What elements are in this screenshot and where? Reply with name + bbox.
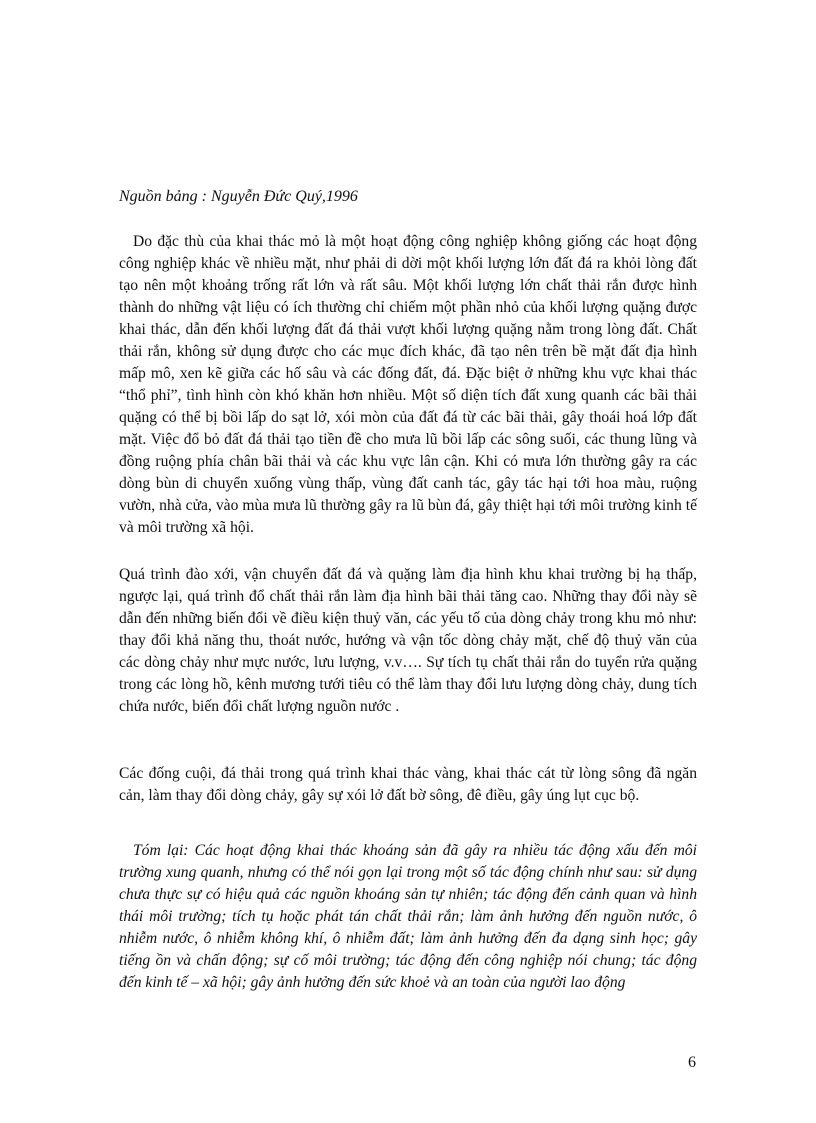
table-source-note: Nguồn bảng : Nguyễn Đức Quý,1996 (119, 188, 358, 205)
paragraph-mining-impact: Do đặc thù của khai thác mỏ là một hoạt động công nghiệp không giống các hoạt động công nghiệp khác về nhiều mặt, như phải di dời một khối lượng lớn đất đá ra khỏi lòng đất tạo nên một khoảng trống rất lớn và rất sâu. Một khối lượng lớn chất thải rắn được hình thành do những vật liệu có ích thường chỉ chiếm một phần nhỏ của khối lượng quặng được khai thác, dẫn đến khối lượng đất đá thải vượt khối lượng quặng nằm trong lòng đất. Chất thải rắn, không sử dụng được cho các mục đích khác, đã tạo nên trên bề mặt đất địa hình mấp mô, xen kẽ giữa các hố sâu và các đống đất, đá. Đặc biệt ở những khu vực khai thác “thổ phỉ”, tình hình còn khó khăn hơn nhiều. Một số diện tích đất xung quanh các bãi thải quặng có thể bị bồi lấp do sạt lở, xói mòn của đất đá từ các bãi thải, gây thoái hoá lớp đất mặt. Việc đổ bỏ đất đá thải tạo tiền đề cho mưa lũ bồi lấp các sông suối, các thung lũng và đồng ruộng phía chân bãi thải và các khu vực lân cận. Khi có mưa lớn thường gây ra các dòng bùn di chuyển xuống vùng thấp, vùng đất canh tác, gây tác hại tới hoa màu, ruộng vườn, nhà cửa, vào mùa mưa lũ thường gây ra lũ bùn đá, gây thiệt hại tới môi trường kinh tế và môi trường xã hội. (119, 233, 697, 536)
paragraph-hydrology-changes: Quá trình đào xới, vận chuyển đất đá và quặng làm địa hình khu khai trường bị hạ thấp, ngược lại, quá trình đổ chất thải rắn làm địa hình bãi thải tăng cao. Những thay đổi này sẽ dẫn đến những biến đổi về điều kiện thuỷ văn, các yếu tố của dòng chảy trong khu mỏ như: thay đổi khả năng thu, thoát nước, hướng và vận tốc dòng chảy mặt, chế độ thuỷ văn của các dòng chảy như mực nước, lưu lượng, v.v…. Sự tích tụ chất thải rắn do tuyển rửa quặng trong các lòng hồ, kênh mương tưới tiêu có thể làm thay đổi lưu lượng dòng chảy, dung tích chứa nước, biến đổi chất lượng nguồn nước . (119, 566, 697, 715)
page-number: 6 (688, 1054, 696, 1071)
paragraph-riverbed-mining: Các đống cuội, đá thải trong quá trình khai thác vàng, khai thác cát từ lòng sông đã ngăn cản, làm thay đổi dòng chảy, gây sự xói lở đất bờ sông, đê điều, gây úng lụt cục bộ. (119, 765, 697, 804)
paragraph-summary: Tóm lại: Các hoạt động khai thác khoáng sản đã gây ra nhiều tác động xấu đến môi trường xung quanh, nhưng có thể nói gọn lại trong một số tác động chính như sau: sử dụng chưa thực sự có hiệu quả các nguồn khoáng sản tự nhiên; tác động đến cảnh quan và hình thái môi trường; tích tụ hoặc phát tán chất thải rắn; làm ảnh hưởng đến nguồn nước, ô nhiễm nước, ô nhiễm không khí, ô nhiễm đất; làm ảnh hưởng đến đa dạng sinh học; gây tiếng ồn và chấn động; sự cố môi trường; tác động đến công nghiệp nói chung; tác động đến kinh tế – xã hội; gây ảnh hưởng đến sức khoẻ và an toàn của người lao động (119, 842, 697, 991)
